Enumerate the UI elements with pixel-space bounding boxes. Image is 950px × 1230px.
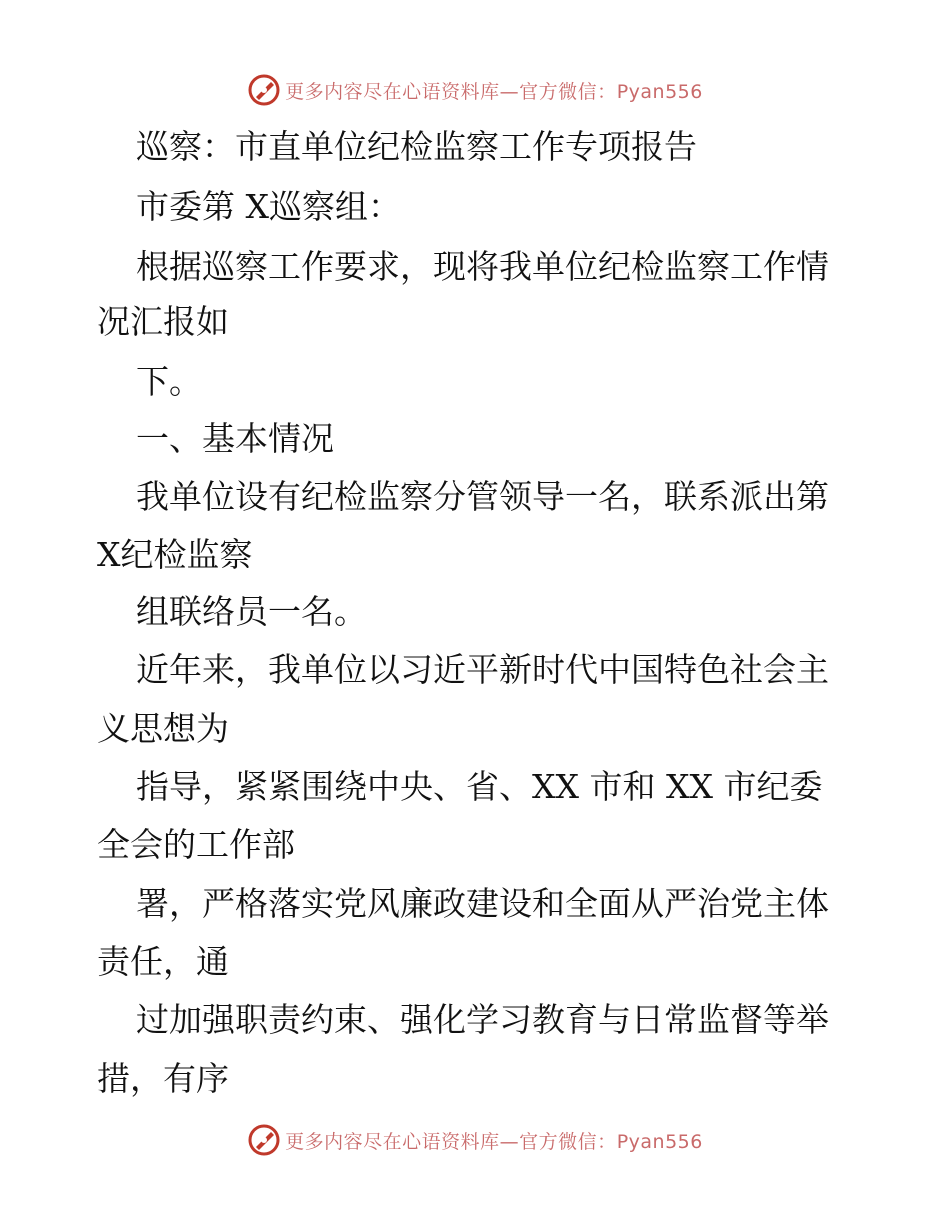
paragraph-line: 根据巡察工作要求，现将我单位纪检监察工作情 [136,247,829,286]
paragraph-line: X纪检监察 [97,535,253,574]
section-heading: 一、基本情况 [136,419,334,458]
paragraph-line: 署，严格落实党风廉政建设和全面从严治党主体 [136,884,829,923]
paragraph-line: 况汇报如 [97,302,229,341]
paragraph-line: 措，有序 [97,1059,229,1098]
logo-icon [247,73,281,107]
paragraph-line: 全会的工作部 [97,825,295,864]
paragraph-line: 我单位设有纪检监察分管领导一名，联系派出第 [136,477,829,516]
paragraph-line: 下。 [136,362,202,401]
banner-text: 更多内容尽在心语资料库—官方微信：Pyan556 [285,80,703,103]
watermark-banner-bottom [0,1120,950,1160]
paragraph-line: 义思想为 [97,709,229,748]
logo-icon [247,1123,281,1157]
paragraph-line: 组联络员一名。 [136,592,367,631]
salutation: 市委第 X巡察组： [136,187,401,226]
watermark-banner-top [0,70,950,110]
paragraph-line: 指导，紧紧围绕中央、省、XX 市和 XX 市纪委 [136,767,823,806]
document-title: 巡察：市直单位纪检监察工作专项报告 [136,127,697,166]
paragraph-line: 过加强职责约束、强化学习教育与日常监督等举 [136,1000,829,1039]
paragraph-line: 近年来，我单位以习近平新时代中国特色社会主 [136,650,829,689]
banner-text: 更多内容尽在心语资料库—官方微信：Pyan556 [285,1130,703,1153]
paragraph-line: 责任，通 [97,942,229,981]
